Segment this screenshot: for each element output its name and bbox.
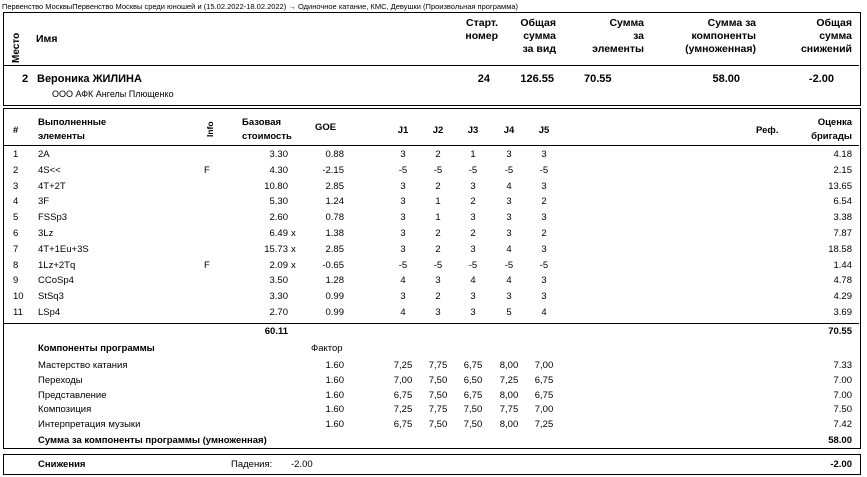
row-goe: 2.85 (325, 180, 344, 192)
row-element: 4T+2T (38, 180, 66, 192)
score-header: Оценка бригады (811, 117, 852, 142)
component-score: 7.42 (833, 419, 852, 431)
row-score: 7.87 (833, 228, 852, 239)
base-total: 60.11 (264, 326, 288, 337)
component-judge-3: 6,75 (463, 360, 483, 371)
row-judge-2: 2 (435, 149, 441, 160)
row-element: 3Lz (38, 228, 54, 239)
row-judge-4: 3 (506, 291, 512, 303)
component-judge-4: 7,75 (499, 404, 519, 416)
row-goe: 0.88 (325, 149, 344, 160)
row-goe: 1.38 (325, 228, 344, 239)
row-goe: 1.24 (325, 196, 344, 208)
page-caption: Первенство МосквыПервенство Москвы среди юношей и (15.02.2022-18.02.2022) → Одиночное катание, КМС, Девушки (Произвольная программа) (2, 2, 519, 11)
judge-header-5: J5 (538, 125, 550, 136)
row-score: 2.15 (833, 164, 852, 176)
row-goe: 1.28 (325, 275, 344, 287)
element-header: Выполненные элементы (38, 117, 107, 142)
row-base: 5.30 (269, 196, 288, 208)
row-base: 3.50 (269, 275, 288, 287)
row-goe: 2.85 (325, 243, 344, 255)
row-base: 10.80 (264, 180, 288, 192)
row-judge-2: -5 (433, 259, 443, 271)
row-x: x (291, 228, 296, 239)
row-element: 4T+1Eu+3S (38, 243, 89, 255)
score-total: 70.55 (828, 326, 852, 337)
row-base: 15.73 (264, 243, 288, 255)
row-judge-1: 3 (400, 228, 406, 239)
component-judge-2: 7,75 (428, 404, 448, 416)
row-judge-5: 3 (541, 243, 547, 255)
row-score: 18.58 (828, 243, 852, 255)
judge-header-2: J2 (432, 125, 444, 136)
components-score: 58.00 (712, 73, 740, 85)
deductions-total: -2.00 (830, 459, 852, 470)
row-element: 4S<< (38, 164, 61, 176)
row-judge-1: 3 (400, 149, 406, 160)
row-base: 2.09 (269, 259, 288, 271)
component-judge-2: 7,75 (428, 360, 448, 371)
row-base: 3.30 (269, 149, 288, 160)
row-judge-5: -5 (539, 259, 549, 271)
component-judge-1: 7,00 (393, 374, 413, 386)
component-factor: 1.60 (325, 419, 344, 431)
row-judge-2: 2 (435, 243, 441, 255)
row-score: 4.18 (833, 149, 852, 160)
row-element: FSSp3 (38, 212, 68, 224)
component-judge-5: 6,75 (534, 389, 554, 401)
row-judge-1: 3 (400, 180, 406, 192)
component-judge-1: 6,75 (393, 389, 413, 401)
component-judge-5: 7,00 (534, 404, 554, 416)
row-goe: 0.78 (325, 212, 344, 224)
row-judge-5: 3 (541, 180, 547, 192)
row-num: 10 (13, 291, 24, 303)
row-goe: 0.99 (325, 291, 344, 303)
component-judge-5: 7,00 (534, 360, 554, 371)
row-judge-4: -5 (504, 164, 514, 176)
component-factor: 1.60 (325, 404, 344, 416)
row-judge-4: -5 (504, 259, 514, 271)
row-element: StSq3 (38, 291, 64, 303)
total-header: Общая сумма за вид (520, 17, 556, 55)
row-judge-1: -5 (398, 164, 408, 176)
row-judge-1: 4 (400, 275, 406, 287)
place-header: Место (11, 32, 22, 63)
component-factor: 1.60 (325, 374, 344, 386)
row-base: 4.30 (269, 164, 288, 176)
row-num: 6 (13, 228, 19, 239)
row-score: 3.38 (833, 212, 852, 224)
component-judge-3: 6,50 (463, 374, 483, 386)
summary-box (3, 12, 861, 106)
deductions-label: Снижения (38, 459, 86, 470)
row-judge-5: 3 (541, 212, 547, 224)
components-title: Компоненты программы (38, 343, 155, 354)
detail-box (3, 108, 861, 449)
row-element: LSp4 (38, 307, 61, 318)
row-element: 2A (38, 149, 50, 160)
deductions-score: -2.00 (808, 73, 834, 85)
row-num: 11 (13, 307, 23, 318)
judge-header-4: J4 (503, 125, 515, 136)
row-judge-5: 2 (541, 228, 547, 239)
row-judge-3: 3 (470, 307, 476, 318)
row-judge-2: 2 (435, 180, 441, 192)
elements-score: 70.55 (584, 73, 612, 85)
row-x: x (291, 243, 296, 255)
row-base: 6.49 (269, 228, 288, 239)
start-header: Старт. номер (465, 17, 498, 42)
factor-header: Фактор (311, 343, 343, 354)
row-base: 2.70 (269, 307, 288, 318)
components-total-label: Сумма за компоненты программы (умноженная) (38, 435, 267, 446)
row-judge-2: 1 (435, 196, 441, 208)
component-judge-3: 6,75 (463, 389, 483, 401)
row-judge-4: 3 (506, 212, 512, 224)
row-judge-5: 3 (541, 291, 547, 303)
deductions-header: Общая сумма снижений (800, 17, 852, 55)
row-judge-4: 4 (506, 243, 512, 255)
row-info: F (204, 259, 210, 271)
row-base: 2.60 (269, 212, 288, 224)
components-header: Сумма за компоненты (умноженная) (685, 17, 756, 55)
component-score: 7.00 (833, 389, 852, 401)
row-num: 2 (13, 164, 19, 176)
row-num: 7 (13, 243, 19, 255)
row-judge-3: 2 (470, 228, 476, 239)
component-judge-3: 7,50 (463, 419, 483, 431)
row-judge-3: 1 (470, 149, 476, 160)
row-judge-2: 2 (435, 291, 441, 303)
row-judge-3: 3 (470, 212, 476, 224)
component-name: Композиция (38, 404, 92, 416)
deductions-box (3, 454, 861, 475)
component-name: Переходы (38, 374, 83, 386)
row-goe: -0.65 (322, 259, 344, 271)
row-score: 4.78 (833, 275, 852, 287)
component-judge-5: 7,25 (534, 419, 554, 431)
row-base: 3.30 (269, 291, 288, 303)
goe-header: GOE (315, 122, 337, 133)
num-header: # (13, 125, 19, 136)
row-judge-1: 3 (400, 243, 406, 255)
component-judge-2: 7,50 (428, 419, 448, 431)
name-header: Имя (36, 33, 58, 45)
base-header: Базовая стоимость (242, 117, 292, 142)
row-judge-4: 3 (506, 228, 512, 239)
elements-header: Сумма за элементы (592, 17, 644, 55)
row-num: 9 (13, 275, 19, 287)
row-judge-4: 5 (506, 307, 512, 318)
skater-name: Вероника ЖИЛИНА (37, 73, 142, 85)
row-judge-2: 3 (435, 307, 441, 318)
components-total: 58.00 (828, 435, 852, 446)
row-num: 1 (13, 149, 19, 160)
row-judge-5: 4 (541, 307, 547, 318)
row-judge-4: 3 (506, 196, 512, 208)
row-num: 4 (13, 196, 19, 208)
component-judge-4: 8,00 (499, 360, 519, 371)
summary-divider (4, 65, 859, 66)
row-num: 8 (13, 259, 19, 271)
row-score: 6.54 (833, 196, 852, 208)
start-number: 24 (477, 73, 490, 85)
row-judge-3: 2 (470, 196, 476, 208)
row-judge-4: 4 (506, 275, 512, 287)
row-judge-2: -5 (433, 164, 443, 176)
row-goe: 0.99 (325, 307, 344, 318)
component-judge-1: 7,25 (393, 360, 413, 371)
row-judge-5: -5 (539, 164, 549, 176)
row-judge-4: 4 (506, 180, 512, 192)
judge-header-1: J1 (397, 125, 409, 136)
judge-header-3: J3 (467, 125, 479, 136)
row-score: 3.69 (833, 307, 852, 318)
falls-value: -2.00 (291, 459, 313, 470)
component-judge-1: 7,25 (393, 404, 413, 416)
component-judge-4: 8,00 (499, 419, 519, 431)
component-factor: 1.60 (325, 360, 344, 371)
component-name: Мастерство катания (38, 360, 128, 371)
row-judge-1: 3 (400, 212, 406, 224)
component-name: Интерпретация музыки (38, 419, 141, 431)
row-judge-2: 3 (435, 275, 441, 287)
row-judge-5: 2 (541, 196, 547, 208)
component-judge-4: 7,25 (499, 374, 519, 386)
component-score: 7.00 (833, 374, 852, 386)
row-judge-3: 4 (470, 275, 476, 287)
row-judge-3: 3 (470, 180, 476, 192)
row-judge-3: -5 (468, 164, 478, 176)
row-element: CCoSp4 (38, 275, 74, 287)
component-judge-1: 6,75 (393, 419, 413, 431)
component-score: 7.50 (833, 404, 852, 416)
row-num: 5 (13, 212, 19, 224)
row-judge-2: 1 (435, 212, 441, 224)
component-judge-2: 7,50 (428, 389, 448, 401)
total-score: 126.55 (520, 73, 554, 85)
component-judge-3: 7,50 (463, 404, 483, 416)
falls-label: Падения: (231, 459, 273, 470)
row-judge-1: 3 (400, 291, 406, 303)
header-divider (4, 145, 859, 146)
component-score: 7.33 (833, 360, 852, 371)
row-element: 3F (38, 196, 50, 208)
row-element: 1Lz+2Tq (38, 259, 76, 271)
row-judge-3: -5 (468, 259, 478, 271)
row-judge-1: 4 (400, 307, 406, 318)
row-judge-4: 3 (506, 149, 512, 160)
row-goe: -2.15 (322, 164, 344, 176)
row-x: x (291, 259, 296, 271)
component-name: Представление (38, 389, 107, 401)
row-num: 3 (13, 180, 19, 192)
component-factor: 1.60 (325, 389, 344, 401)
row-judge-1: 3 (400, 196, 406, 208)
row-judge-5: 3 (541, 149, 547, 160)
row-score: 1.44 (833, 259, 852, 271)
component-judge-4: 8,00 (499, 389, 519, 401)
club-name: ООО АФК Ангелы Плющенко (52, 89, 174, 99)
info-header: Info (205, 121, 215, 137)
row-judge-5: 3 (541, 275, 547, 287)
elements-total-divider (4, 323, 859, 324)
row-score: 4.29 (833, 291, 852, 303)
row-score: 13.65 (828, 180, 852, 192)
component-judge-2: 7,50 (428, 374, 448, 386)
row-info: F (204, 164, 210, 176)
component-judge-5: 6,75 (534, 374, 554, 386)
row-judge-1: -5 (398, 259, 408, 271)
ref-header: Реф. (756, 125, 779, 136)
row-judge-2: 2 (435, 228, 441, 239)
place-value: 2 (22, 73, 29, 85)
row-judge-3: 3 (470, 291, 476, 303)
row-judge-3: 3 (470, 243, 476, 255)
